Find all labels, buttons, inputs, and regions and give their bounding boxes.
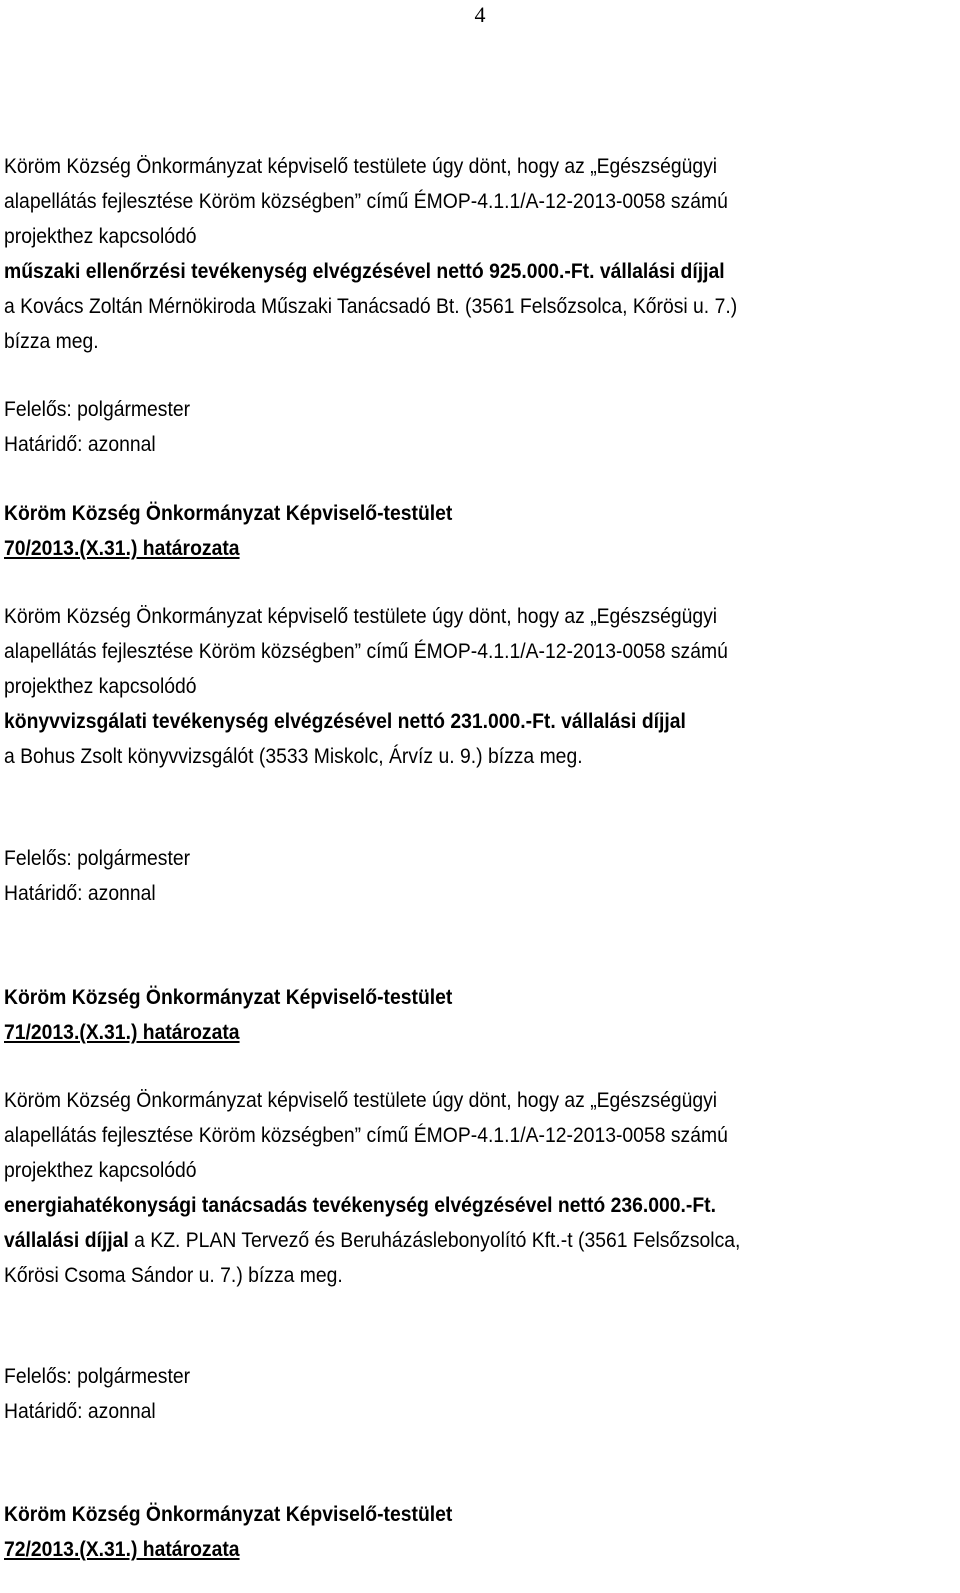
- service-description: energiahatékonysági tanácsadás tevékenység elvégzésével nettó 236.000.-Ft.: [4, 1193, 717, 1217]
- preamble-line: projekthez kapcsolódó: [4, 224, 197, 248]
- responsibility-70: [4, 841, 956, 911]
- council-name: Köröm Község Önkormányzat Képviselő-testület: [4, 985, 453, 1009]
- preamble-line: alapellátás fejlesztése Köröm községben” című ÉMOP-4.1.1/A-12-2013-0058 számú: [4, 189, 728, 213]
- page-number: 4: [474, 2, 486, 27]
- preamble-line: alapellátás fejlesztése Köröm községben” című ÉMOP-4.1.1/A-12-2013-0058 számú: [4, 639, 728, 663]
- resolution-heading-70: [4, 496, 956, 566]
- deadline: Határidő: azonnal: [4, 881, 156, 905]
- contractor: a Kovács Zoltán Mérnökiroda Műszaki Tanácsadó Bt. (3561 Felsőzsolca, Kőrösi u. 7.): [4, 294, 738, 318]
- closing: Kőrösi Csoma Sándor u. 7.) bízza meg.: [4, 1263, 343, 1287]
- resolution-heading-72: [4, 1497, 956, 1567]
- resolution-number-text: 71/2013.(X.31.) határozata: [4, 1020, 240, 1044]
- resolution-heading-71: [4, 980, 956, 1050]
- resolution-number: [4, 1015, 861, 1050]
- preamble-line: Köröm Község Önkormányzat képviselő testülete úgy dönt, hogy az „Egészségügyi: [4, 154, 718, 178]
- deadline: Határidő: azonnal: [4, 432, 156, 456]
- contractor: a Bohus Zsolt könyvvizsgálót (3533 Miskolc, Árvíz u. 9.) bízza meg.: [4, 744, 583, 768]
- closing: bízza meg.: [4, 329, 99, 353]
- preamble-line: Köröm Község Önkormányzat képviselő testülete úgy dönt, hogy az „Egészségügyi: [4, 1088, 718, 1112]
- responsible: Felelős: polgármester: [4, 397, 191, 421]
- fee-and-contractor: [4, 1223, 861, 1258]
- preamble-line: projekthez kapcsolódó: [4, 1158, 197, 1182]
- resolution-number: [4, 531, 861, 566]
- preamble-line: Köröm Község Önkormányzat képviselő testülete úgy dönt, hogy az „Egészségügyi: [4, 604, 718, 628]
- responsible: Felelős: polgármester: [4, 1364, 191, 1388]
- contractor: a KZ. PLAN Tervező és Beruházáslebonyolító Kft.-t (3561 Felsőzsolca,: [134, 1228, 741, 1252]
- preamble-line: alapellátás fejlesztése Köröm községben” című ÉMOP-4.1.1/A-12-2013-0058 számú: [4, 1123, 728, 1147]
- deadline: Határidő: azonnal: [4, 1399, 156, 1423]
- service-description: műszaki ellenőrzési tevékenység elvégzésével nettó 925.000.-Ft. vállalási díjjal: [4, 259, 725, 283]
- resolution-number: [4, 1532, 861, 1567]
- resolution-body-0: [4, 149, 956, 359]
- preamble-line: projekthez kapcsolódó: [4, 674, 197, 698]
- council-name: Köröm Község Önkormányzat Képviselő-testület: [4, 501, 453, 525]
- fee-label: vállalási díjjal: [4, 1228, 129, 1252]
- responsibility-71: [4, 1359, 956, 1429]
- responsible: Felelős: polgármester: [4, 846, 191, 870]
- responsibility-0: [4, 392, 956, 462]
- resolution-body-71: [4, 1083, 956, 1293]
- resolution-number-text: 70/2013.(X.31.) határozata: [4, 536, 240, 560]
- service-description: könyvvizsgálati tevékenység elvégzésével nettó 231.000.-Ft. vállalási díjjal: [4, 709, 686, 733]
- resolution-number-text: 72/2013.(X.31.) határozata: [4, 1537, 240, 1561]
- council-name: Köröm Község Önkormányzat Képviselő-testület: [4, 1502, 453, 1526]
- resolution-body-70: [4, 599, 956, 774]
